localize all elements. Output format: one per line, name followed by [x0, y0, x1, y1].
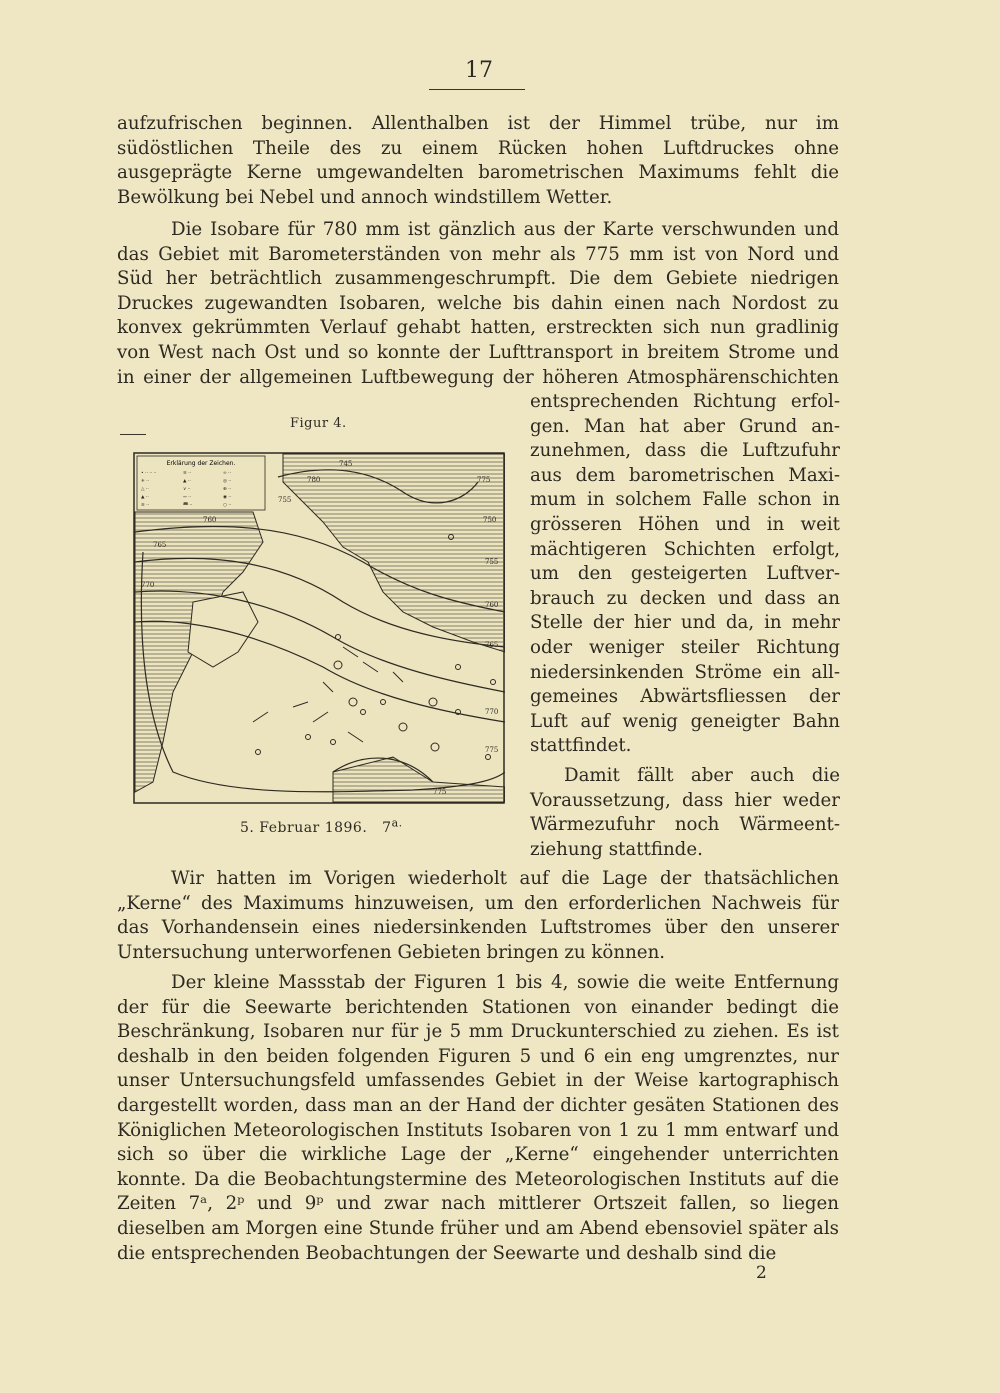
right-column-line: gemeines Abwärtsfliessen der	[530, 686, 840, 708]
weather-map	[133, 452, 505, 804]
paragraph-2-line: das Gebiet mit Barometerständen von mehr als 775 mm ist von Nord und	[117, 243, 839, 265]
svg-text:◉ ··: ◉ ··	[223, 495, 232, 500]
right-column-line: gen. Man hat aber Grund an-	[530, 415, 840, 437]
paragraph-1-text: aufzufrischen beginnen. Allenthalben ist der Himmel trübe, nur im südöstlichen Theile des zu einem Rücken hohen Luftdruckes ohne ausgeprägte Kerne umgewandelten barometrischen Maximums fehlt die Bewölkung bei Nebel und annoch windstillem Wetter.	[117, 113, 839, 208]
svg-text:∾ ··: ∾ ··	[183, 495, 192, 500]
right-column-para2-line: Wärmezufuhr noch Wärmeent-	[530, 814, 840, 836]
isobar-label: 775	[485, 746, 499, 754]
paragraph-2-line: Druckes zugewandten Isobaren, welche bis dahin einen nach Nordost zu	[117, 292, 839, 314]
svg-text:⊕ ··: ⊕ ··	[223, 487, 232, 492]
svg-text:≡ ··: ≡ ··	[183, 471, 192, 476]
isobar-label: 765	[153, 541, 167, 549]
right-column-para2-line: Voraussetzung, dass hier weder	[530, 789, 840, 811]
svg-text:◎ ··: ◎ ··	[223, 479, 232, 484]
right-column-line: Luft auf wenig geneigter Bahn	[530, 710, 840, 732]
isobar-label: 780	[307, 476, 321, 484]
isobar-label: 770	[141, 581, 155, 589]
figure-dash	[120, 434, 146, 435]
right-column-line: zunehmen, dass die Luftzufuhr	[530, 440, 840, 462]
right-column-line: um den gesteigerten Luftver-	[530, 563, 840, 585]
right-column-line: oder weniger steiler Richtung	[530, 636, 840, 658]
figure-date-text: 5. Februar 1896.	[240, 820, 368, 836]
svg-text:✳ ··: ✳ ··	[141, 479, 150, 484]
right-column-line: stattfindet.	[530, 735, 632, 757]
isobar-label: 760	[203, 516, 217, 524]
paragraph-1	[117, 112, 839, 210]
isobar-label: 750	[483, 516, 497, 524]
paragraph-2-line: Süd her beträchtlich zusammengeschrumpft. Die dem Gebiete niedrigen	[117, 268, 839, 290]
paragraph-2-line: von West nach Ost und so konnte der Lufttransport in breitem Strome und	[117, 341, 839, 363]
right-column-line: grösseren Höhen und in weit	[530, 513, 840, 535]
isobar-label: 775	[433, 788, 447, 796]
svg-text:≡ ··: ≡ ··	[141, 503, 150, 508]
figure-time-sup: a.	[391, 816, 403, 830]
weather-map-svg	[133, 452, 505, 804]
isobar-label: 755	[278, 496, 292, 504]
isobar-label: 775	[477, 476, 491, 484]
right-column-para2-line: Damit fällt aber auch die	[564, 765, 840, 786]
page-number-rule	[429, 89, 525, 90]
isobar-label: 760	[485, 601, 499, 609]
paragraph-2-line: in einer der allgemeinen Luftbewegung der höheren Atmosphärenschichten	[117, 366, 839, 388]
page-number: 17	[465, 58, 493, 83]
right-column-line: brauch zu decken und dass an	[530, 587, 840, 609]
right-column-para2-line: ziehung stattfinde.	[530, 838, 703, 860]
isobar-label: 755	[485, 558, 499, 566]
svg-text:▲ ··: ▲ ··	[183, 479, 191, 484]
figure-caption: Figur 4.	[290, 416, 347, 431]
figure-date	[240, 816, 403, 836]
isobar-label: 765	[485, 641, 499, 649]
right-column-line: mum in solchem Falle schon in	[530, 489, 840, 511]
paragraph-4	[117, 971, 839, 1266]
signature-mark: 2	[756, 1263, 767, 1283]
right-column-para2	[530, 764, 840, 862]
right-column-line: entsprechenden Richtung erfol-	[530, 391, 840, 412]
right-column-line: mächtigeren Schichten erfolgt,	[530, 538, 840, 560]
svg-text:ᚙ ··: ᚙ ··	[183, 503, 193, 508]
svg-text:∞ ··: ∞ ··	[223, 471, 232, 476]
right-column-line: aus dem barometrischen Maxi-	[530, 464, 840, 486]
isobar-label: 770	[485, 708, 499, 716]
right-column-line: Stelle der hier und da, in mehr	[530, 612, 840, 634]
right-column	[530, 390, 840, 759]
paragraph-4-text: Der kleine Massstab der Figuren 1 bis 4, sowie die weite Entfernung der für die Seewarte berichtenden Stationen von einander bedingt die Beschränkung, Isobaren nur für je 5 mm Druckunterschied zu ziehen. Es ist deshalb in den beiden folgenden Figuren 5 und 6 ein eng umgrenztes, nur unser Untersuchungsfeld umfassendes Gebiet in der Weise kartographisch dargestellt worden, dass man an der Hand der dichter gesäten Stationen des Königlichen Meteorologischen Instituts Isobaren von 1 zu 1 mm entwarf und sich so über die wirkliche Lage der „Kerne“ eingehender unterrichten konnte. Da die Beobachtungstermine des Meteorologischen Instituts auf die Zeiten 7ᵃ, 2ᵖ und 9ᵖ und zwar nach mittlerer Ortszeit fallen, so liegen dieselben am Morgen eine Stunde früher und am Abend ebensoviel später als die entsprechenden Beobachtungen der Seewarte und deshalb sind die	[117, 972, 839, 1264]
paragraph-3	[117, 867, 839, 965]
paragraph-2-line: Die Isobare für 780 mm ist gänzlich aus der Karte verschwunden und	[171, 219, 839, 240]
paragraph-3-text: Wir hatten im Vorigen wiederholt auf die Lage der thatsächlichen „Kerne“ des Maximums hinzuweisen, um den erforderlichen Nachweis für das Vorhandensein eines niedersinkenden Luftstromes über den unserer Untersuchung unterworfenen Gebieten bringen zu können.	[117, 868, 839, 963]
isobar-label: 745	[339, 460, 353, 468]
svg-text:△ ··: △ ··	[141, 487, 149, 492]
figure-time: 7	[382, 820, 392, 836]
svg-text:• ·· ·· ··: • ·· ·· ··	[141, 471, 157, 476]
svg-text:▲ ··: ▲ ··	[141, 495, 149, 500]
map-legend-title: Erklärung der Zeichen.	[166, 460, 236, 467]
svg-text:∨ ··: ∨ ··	[183, 487, 191, 492]
paragraph-2	[117, 218, 839, 390]
right-column-line: niedersinkenden Ströme ein all-	[530, 661, 840, 683]
svg-text:○ ··: ○ ··	[223, 503, 232, 508]
paragraph-2-line: konvex gekrümmten Verlauf gehabt hatten, erstreckten sich nun gradlinig	[117, 317, 839, 339]
